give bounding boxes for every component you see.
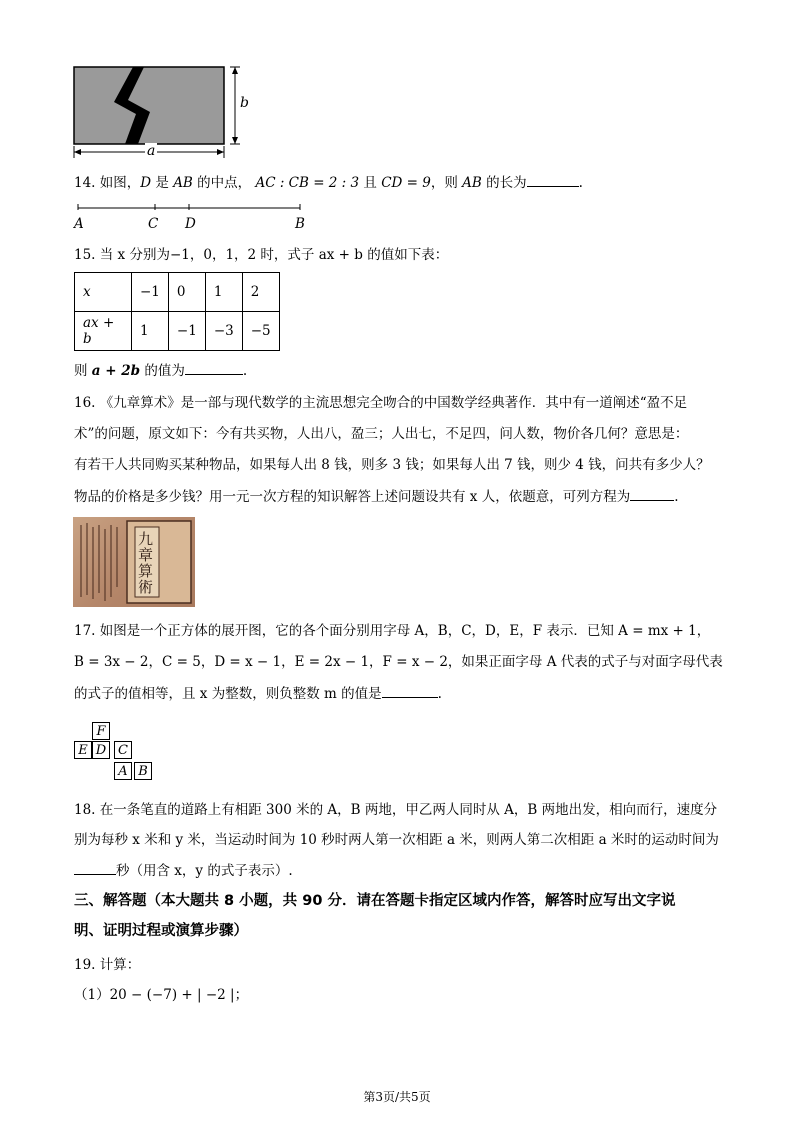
- q14-answer-blank[interactable]: [527, 172, 579, 187]
- net-face-A: A: [114, 762, 132, 780]
- q19-title: 19. 计算：: [74, 957, 141, 973]
- rectangle-zigzag-figure: [70, 60, 250, 162]
- section3-heading-line2: 明、证明过程或演算步骤）: [74, 923, 248, 939]
- q18-line1: 18. 在一条笔直的道路上有相距 300 米的 A，B 两地，甲乙两人同时从 A，B 两地出发，相向而行，速度分: [74, 802, 718, 818]
- q17-line3: 的式子的值相等，且 x 为整数，则负整数 m 的值是 .: [74, 683, 442, 704]
- net-face-F: F: [92, 722, 110, 740]
- q15-answer-blank[interactable]: [185, 360, 243, 375]
- book-title: 九章算術: [138, 530, 154, 596]
- book-photo: [73, 517, 195, 607]
- section3-heading-line1: 三、解答题（本大题共 8 小题，共 90 分．请在答题卡指定区域内作答，解答时应写出文字说: [74, 893, 676, 909]
- q17-answer-blank[interactable]: [382, 683, 438, 698]
- q19-part1: （1）20 − (−7) + | −2 |；: [74, 987, 249, 1003]
- q16-line1: 16. 《九章算术》是一部与现代数学的主流思想完全吻合的中国数学经典著作．其中有一道阐述“盈不足: [74, 395, 688, 411]
- net-face-C: C: [114, 741, 132, 759]
- q18-answer-blank[interactable]: [74, 860, 116, 875]
- point-B: B: [295, 216, 305, 232]
- point-C: C: [148, 216, 159, 232]
- label-b: b: [240, 95, 249, 111]
- q17-line1: 17. 如图是一个正方体的展开图，它的各个面分别用字母 A，B，C，D，E，F 表示．已知 A = mx + 1，: [74, 623, 711, 639]
- page-number: 第3页/共5页: [363, 1090, 431, 1104]
- q15-ask: 则 a + 2b 的值为 .: [74, 360, 247, 381]
- net-face-E: E: [74, 741, 92, 759]
- q15-text: 15. 当 x 分别为−1，0，1，2 时，式子 ax + b 的值如下表：: [74, 247, 449, 263]
- segment-figure: [74, 202, 306, 214]
- q16-line2: 术”的问题，原文如下：今有共买物，人出八，盈三；人出七，不足四，问人数，物价各几何？意思是：: [74, 426, 689, 442]
- point-D: D: [185, 216, 196, 232]
- q16-line3: 有若干人共同购买某种物品，如果每人出 8 钱，则多 3 钱；如果每人出 7 钱，则少 4 钱，问共有多少人？: [74, 457, 710, 473]
- q18-line3: 秒（用含 x，y 的式子表示）.: [74, 860, 293, 881]
- net-face-D: D: [92, 741, 110, 759]
- cube-net: [74, 722, 158, 782]
- q18-line2: 别为每秒 x 米和 y 米，当运动时间为 10 秒时两人第一次相距 a 米，则两人第二次相距 a 米时的运动时间为: [74, 832, 719, 848]
- net-face-B: B: [134, 762, 152, 780]
- point-A: A: [74, 216, 84, 232]
- q16-answer-blank[interactable]: [630, 486, 674, 501]
- table-row: x −1 0 1 2: [75, 273, 280, 312]
- q17-line2: B = 3x − 2，C = 5，D = x − 1，E = 2x − 1，F = x − 2，如果正面字母 A 代表的式子与对面字母代表: [74, 654, 723, 670]
- q14-text: 14. 如图，D 是 AB 的中点， AC : CB = 2 : 3 且 CD = 9，则 AB 的长为 .: [74, 172, 583, 193]
- q16-line4: 物品的价格是多少钱？用一元一次方程的知识解答上述问题设共有 x 人，依题意，可列方程为 .: [74, 486, 679, 507]
- value-table: [74, 272, 280, 351]
- label-a: a: [147, 143, 156, 159]
- table-row: ax + b 1 −1 −3 −5: [75, 312, 280, 351]
- book-pages-icon: [73, 517, 195, 607]
